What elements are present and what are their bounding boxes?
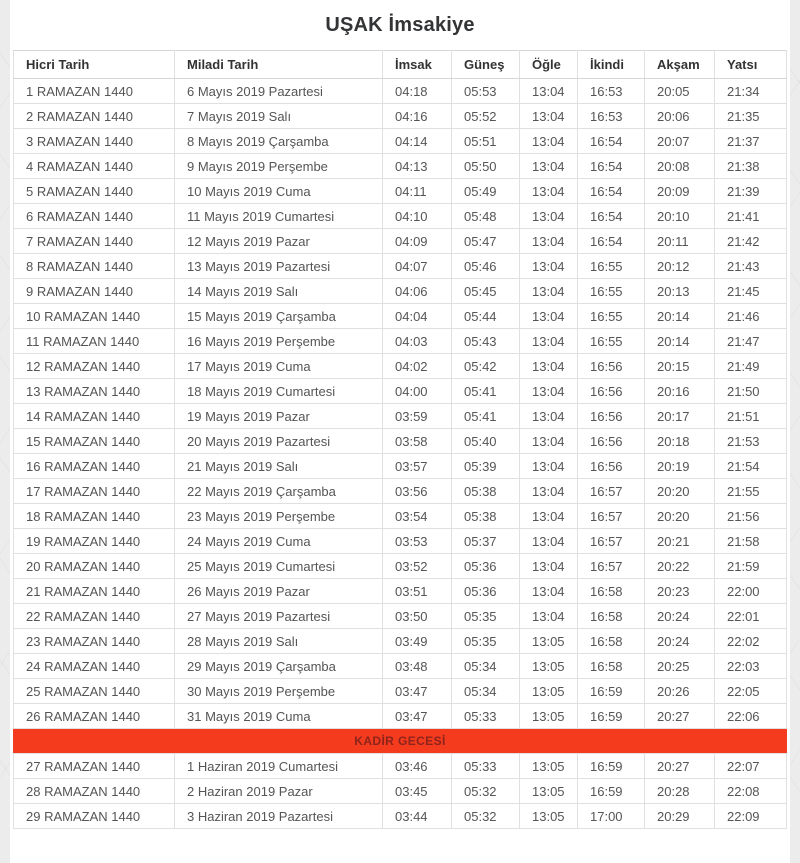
column-header-imsak: İmsak (383, 51, 452, 79)
cell-miladi-tarih: 17 Mayıs 2019 Cuma (175, 354, 383, 379)
cell-gunes: 05:39 (452, 454, 520, 479)
cell-hicri-tarih: 11 RAMAZAN 1440 (14, 329, 175, 354)
cell-imsak: 04:13 (383, 154, 452, 179)
table-row (14, 604, 787, 629)
cell-gunes: 05:44 (452, 304, 520, 329)
imsakiye-table (13, 50, 787, 829)
table-row (14, 804, 787, 829)
table-row (14, 254, 787, 279)
cell-ogle: 13:04 (520, 529, 578, 554)
cell-yatsi: 22:05 (715, 679, 787, 704)
cell-imsak: 03:53 (383, 529, 452, 554)
cell-yatsi: 21:58 (715, 529, 787, 554)
cell-ogle: 13:05 (520, 679, 578, 704)
cell-hicri-tarih: 16 RAMAZAN 1440 (14, 454, 175, 479)
cell-ogle: 13:04 (520, 254, 578, 279)
cell-miladi-tarih: 19 Mayıs 2019 Pazar (175, 404, 383, 429)
cell-ogle: 13:04 (520, 479, 578, 504)
cell-yatsi: 21:47 (715, 329, 787, 354)
cell-ikindi: 16:55 (578, 279, 645, 304)
cell-aksam: 20:27 (645, 704, 715, 729)
cell-ogle: 13:04 (520, 154, 578, 179)
cell-ogle: 13:04 (520, 304, 578, 329)
cell-imsak: 04:10 (383, 204, 452, 229)
cell-gunes: 05:33 (452, 704, 520, 729)
cell-aksam: 20:12 (645, 254, 715, 279)
cell-imsak: 03:52 (383, 554, 452, 579)
table-body (14, 79, 787, 829)
cell-hicri-tarih: 27 RAMAZAN 1440 (14, 754, 175, 779)
cell-miladi-tarih: 18 Mayıs 2019 Cumartesi (175, 379, 383, 404)
cell-aksam: 20:06 (645, 104, 715, 129)
cell-aksam: 20:09 (645, 179, 715, 204)
cell-yatsi: 21:45 (715, 279, 787, 304)
cell-aksam: 20:08 (645, 154, 715, 179)
cell-miladi-tarih: 9 Mayıs 2019 Perşembe (175, 154, 383, 179)
cell-aksam: 20:21 (645, 529, 715, 554)
table-row (14, 154, 787, 179)
cell-gunes: 05:36 (452, 579, 520, 604)
cell-yatsi: 21:53 (715, 429, 787, 454)
cell-gunes: 05:43 (452, 329, 520, 354)
cell-hicri-tarih: 7 RAMAZAN 1440 (14, 229, 175, 254)
table-row (14, 654, 787, 679)
cell-ogle: 13:04 (520, 79, 578, 104)
cell-ogle: 13:04 (520, 604, 578, 629)
cell-gunes: 05:48 (452, 204, 520, 229)
cell-ogle: 13:04 (520, 354, 578, 379)
cell-hicri-tarih: 29 RAMAZAN 1440 (14, 804, 175, 829)
cell-miladi-tarih: 23 Mayıs 2019 Perşembe (175, 504, 383, 529)
cell-miladi-tarih: 21 Mayıs 2019 Salı (175, 454, 383, 479)
column-header-aksam: Akşam (645, 51, 715, 79)
cell-ikindi: 16:55 (578, 329, 645, 354)
cell-hicri-tarih: 10 RAMAZAN 1440 (14, 304, 175, 329)
table-row (14, 529, 787, 554)
cell-ikindi: 16:55 (578, 254, 645, 279)
cell-hicri-tarih: 3 RAMAZAN 1440 (14, 129, 175, 154)
cell-ikindi: 16:59 (578, 754, 645, 779)
cell-hicri-tarih: 1 RAMAZAN 1440 (14, 79, 175, 104)
cell-imsak: 03:57 (383, 454, 452, 479)
cell-ikindi: 16:55 (578, 304, 645, 329)
cell-gunes: 05:52 (452, 104, 520, 129)
cell-imsak: 03:46 (383, 754, 452, 779)
cell-gunes: 05:38 (452, 479, 520, 504)
cell-ikindi: 16:56 (578, 354, 645, 379)
cell-aksam: 20:22 (645, 554, 715, 579)
table-row (14, 579, 787, 604)
cell-aksam: 20:23 (645, 579, 715, 604)
cell-ogle: 13:05 (520, 704, 578, 729)
cell-ogle: 13:04 (520, 204, 578, 229)
table-row (14, 504, 787, 529)
kadir-gecesi-banner-row (14, 729, 787, 754)
cell-hicri-tarih: 26 RAMAZAN 1440 (14, 704, 175, 729)
cell-ikindi: 17:00 (578, 804, 645, 829)
cell-ikindi: 16:58 (578, 604, 645, 629)
cell-gunes: 05:50 (452, 154, 520, 179)
column-header-miladi-tarih: Miladi Tarih (175, 51, 383, 79)
table-row (14, 779, 787, 804)
cell-ogle: 13:04 (520, 454, 578, 479)
cell-aksam: 20:24 (645, 629, 715, 654)
cell-aksam: 20:11 (645, 229, 715, 254)
cell-ogle: 13:04 (520, 429, 578, 454)
cell-imsak: 03:59 (383, 404, 452, 429)
cell-ikindi: 16:57 (578, 529, 645, 554)
table-row (14, 204, 787, 229)
cell-miladi-tarih: 11 Mayıs 2019 Cumartesi (175, 204, 383, 229)
table-row (14, 304, 787, 329)
cell-ikindi: 16:54 (578, 204, 645, 229)
cell-imsak: 04:04 (383, 304, 452, 329)
cell-yatsi: 21:54 (715, 454, 787, 479)
cell-imsak: 03:45 (383, 779, 452, 804)
cell-imsak: 04:11 (383, 179, 452, 204)
cell-ikindi: 16:57 (578, 554, 645, 579)
table-row (14, 179, 787, 204)
cell-imsak: 04:16 (383, 104, 452, 129)
cell-ikindi: 16:54 (578, 129, 645, 154)
table-row (14, 329, 787, 354)
cell-ogle: 13:04 (520, 554, 578, 579)
cell-miladi-tarih: 3 Haziran 2019 Pazartesi (175, 804, 383, 829)
cell-aksam: 20:16 (645, 379, 715, 404)
cell-gunes: 05:32 (452, 779, 520, 804)
cell-yatsi: 21:55 (715, 479, 787, 504)
cell-miladi-tarih: 12 Mayıs 2019 Pazar (175, 229, 383, 254)
column-header-ikindi: İkindi (578, 51, 645, 79)
cell-ikindi: 16:56 (578, 379, 645, 404)
table-row (14, 554, 787, 579)
cell-gunes: 05:53 (452, 79, 520, 104)
cell-imsak: 04:07 (383, 254, 452, 279)
cell-yatsi: 21:46 (715, 304, 787, 329)
cell-ikindi: 16:54 (578, 229, 645, 254)
cell-yatsi: 21:34 (715, 79, 787, 104)
cell-yatsi: 21:38 (715, 154, 787, 179)
cell-miladi-tarih: 10 Mayıs 2019 Cuma (175, 179, 383, 204)
cell-miladi-tarih: 13 Mayıs 2019 Pazartesi (175, 254, 383, 279)
table-header-row (14, 51, 787, 79)
cell-imsak: 03:51 (383, 579, 452, 604)
table-row (14, 379, 787, 404)
cell-ikindi: 16:56 (578, 454, 645, 479)
cell-hicri-tarih: 28 RAMAZAN 1440 (14, 779, 175, 804)
cell-imsak: 04:02 (383, 354, 452, 379)
cell-ogle: 13:04 (520, 129, 578, 154)
cell-yatsi: 21:35 (715, 104, 787, 129)
cell-ogle: 13:04 (520, 179, 578, 204)
cell-gunes: 05:35 (452, 604, 520, 629)
cell-aksam: 20:20 (645, 479, 715, 504)
cell-yatsi: 22:09 (715, 804, 787, 829)
table-row (14, 279, 787, 304)
cell-imsak: 04:14 (383, 129, 452, 154)
cell-imsak: 03:50 (383, 604, 452, 629)
cell-aksam: 20:13 (645, 279, 715, 304)
cell-ikindi: 16:54 (578, 154, 645, 179)
cell-aksam: 20:27 (645, 754, 715, 779)
cell-aksam: 20:07 (645, 129, 715, 154)
cell-miladi-tarih: 7 Mayıs 2019 Salı (175, 104, 383, 129)
cell-miladi-tarih: 2 Haziran 2019 Pazar (175, 779, 383, 804)
cell-hicri-tarih: 17 RAMAZAN 1440 (14, 479, 175, 504)
cell-gunes: 05:32 (452, 804, 520, 829)
cell-ogle: 13:05 (520, 804, 578, 829)
cell-hicri-tarih: 18 RAMAZAN 1440 (14, 504, 175, 529)
cell-miladi-tarih: 26 Mayıs 2019 Pazar (175, 579, 383, 604)
cell-aksam: 20:18 (645, 429, 715, 454)
cell-miladi-tarih: 27 Mayıs 2019 Pazartesi (175, 604, 383, 629)
cell-ogle: 13:05 (520, 629, 578, 654)
table-row (14, 679, 787, 704)
table-row (14, 104, 787, 129)
cell-yatsi: 22:03 (715, 654, 787, 679)
cell-ogle: 13:04 (520, 229, 578, 254)
cell-gunes: 05:51 (452, 129, 520, 154)
cell-gunes: 05:47 (452, 229, 520, 254)
cell-ogle: 13:04 (520, 379, 578, 404)
cell-miladi-tarih: 16 Mayıs 2019 Perşembe (175, 329, 383, 354)
cell-miladi-tarih: 1 Haziran 2019 Cumartesi (175, 754, 383, 779)
cell-gunes: 05:41 (452, 404, 520, 429)
cell-yatsi: 21:49 (715, 354, 787, 379)
cell-hicri-tarih: 5 RAMAZAN 1440 (14, 179, 175, 204)
cell-hicri-tarih: 2 RAMAZAN 1440 (14, 104, 175, 129)
cell-imsak: 04:09 (383, 229, 452, 254)
cell-miladi-tarih: 28 Mayıs 2019 Salı (175, 629, 383, 654)
cell-miladi-tarih: 6 Mayıs 2019 Pazartesi (175, 79, 383, 104)
cell-gunes: 05:41 (452, 379, 520, 404)
cell-hicri-tarih: 21 RAMAZAN 1440 (14, 579, 175, 604)
cell-gunes: 05:35 (452, 629, 520, 654)
cell-imsak: 03:47 (383, 679, 452, 704)
cell-ogle: 13:05 (520, 654, 578, 679)
cell-ikindi: 16:59 (578, 679, 645, 704)
cell-hicri-tarih: 14 RAMAZAN 1440 (14, 404, 175, 429)
column-header-ogle: Öğle (520, 51, 578, 79)
cell-imsak: 04:00 (383, 379, 452, 404)
cell-yatsi: 22:01 (715, 604, 787, 629)
cell-miladi-tarih: 31 Mayıs 2019 Cuma (175, 704, 383, 729)
cell-ogle: 13:04 (520, 329, 578, 354)
cell-imsak: 03:44 (383, 804, 452, 829)
cell-aksam: 20:26 (645, 679, 715, 704)
cell-aksam: 20:24 (645, 604, 715, 629)
cell-ogle: 13:04 (520, 404, 578, 429)
column-header-gunes: Güneş (452, 51, 520, 79)
cell-miladi-tarih: 8 Mayıs 2019 Çarşamba (175, 129, 383, 154)
cell-miladi-tarih: 22 Mayıs 2019 Çarşamba (175, 479, 383, 504)
cell-ikindi: 16:58 (578, 629, 645, 654)
cell-miladi-tarih: 30 Mayıs 2019 Perşembe (175, 679, 383, 704)
cell-yatsi: 21:51 (715, 404, 787, 429)
cell-hicri-tarih: 25 RAMAZAN 1440 (14, 679, 175, 704)
cell-aksam: 20:14 (645, 329, 715, 354)
cell-ikindi: 16:54 (578, 179, 645, 204)
cell-gunes: 05:38 (452, 504, 520, 529)
cell-miladi-tarih: 14 Mayıs 2019 Salı (175, 279, 383, 304)
table-row (14, 129, 787, 154)
cell-aksam: 20:25 (645, 654, 715, 679)
cell-aksam: 20:14 (645, 304, 715, 329)
cell-aksam: 20:19 (645, 454, 715, 479)
cell-hicri-tarih: 6 RAMAZAN 1440 (14, 204, 175, 229)
cell-hicri-tarih: 13 RAMAZAN 1440 (14, 379, 175, 404)
cell-imsak: 04:06 (383, 279, 452, 304)
cell-ogle: 13:04 (520, 279, 578, 304)
cell-ikindi: 16:53 (578, 104, 645, 129)
cell-yatsi: 22:00 (715, 579, 787, 604)
cell-ikindi: 16:58 (578, 654, 645, 679)
cell-ikindi: 16:56 (578, 404, 645, 429)
cell-imsak: 03:48 (383, 654, 452, 679)
cell-aksam: 20:10 (645, 204, 715, 229)
cell-yatsi: 22:06 (715, 704, 787, 729)
table-row (14, 429, 787, 454)
cell-hicri-tarih: 12 RAMAZAN 1440 (14, 354, 175, 379)
kadir-gecesi-banner-label: KADİR GECESİ (14, 729, 787, 754)
cell-yatsi: 21:39 (715, 179, 787, 204)
cell-imsak: 03:56 (383, 479, 452, 504)
cell-gunes: 05:45 (452, 279, 520, 304)
cell-imsak: 03:49 (383, 629, 452, 654)
table-row (14, 754, 787, 779)
cell-yatsi: 21:37 (715, 129, 787, 154)
cell-gunes: 05:49 (452, 179, 520, 204)
cell-ikindi: 16:58 (578, 579, 645, 604)
column-header-yatsi: Yatsı (715, 51, 787, 79)
cell-imsak: 04:18 (383, 79, 452, 104)
cell-gunes: 05:40 (452, 429, 520, 454)
table-row (14, 79, 787, 104)
page-title: UŞAK İmsakiye (325, 14, 475, 36)
cell-ogle: 13:04 (520, 504, 578, 529)
cell-hicri-tarih: 4 RAMAZAN 1440 (14, 154, 175, 179)
cell-gunes: 05:46 (452, 254, 520, 279)
cell-yatsi: 21:56 (715, 504, 787, 529)
cell-gunes: 05:34 (452, 654, 520, 679)
cell-miladi-tarih: 15 Mayıs 2019 Çarşamba (175, 304, 383, 329)
cell-imsak: 03:58 (383, 429, 452, 454)
cell-ogle: 13:04 (520, 579, 578, 604)
cell-hicri-tarih: 19 RAMAZAN 1440 (14, 529, 175, 554)
cell-yatsi: 21:42 (715, 229, 787, 254)
cell-aksam: 20:28 (645, 779, 715, 804)
table-row (14, 479, 787, 504)
cell-ogle: 13:05 (520, 779, 578, 804)
cell-imsak: 04:03 (383, 329, 452, 354)
cell-miladi-tarih: 25 Mayıs 2019 Cumartesi (175, 554, 383, 579)
cell-yatsi: 21:43 (715, 254, 787, 279)
cell-gunes: 05:34 (452, 679, 520, 704)
cell-gunes: 05:42 (452, 354, 520, 379)
cell-aksam: 20:20 (645, 504, 715, 529)
cell-yatsi: 22:07 (715, 754, 787, 779)
cell-ogle: 13:05 (520, 754, 578, 779)
cell-gunes: 05:37 (452, 529, 520, 554)
column-header-hicri-tarih: Hicri Tarih (14, 51, 175, 79)
cell-yatsi: 21:50 (715, 379, 787, 404)
cell-gunes: 05:33 (452, 754, 520, 779)
cell-hicri-tarih: 8 RAMAZAN 1440 (14, 254, 175, 279)
cell-aksam: 20:15 (645, 354, 715, 379)
cell-ikindi: 16:59 (578, 779, 645, 804)
cell-hicri-tarih: 9 RAMAZAN 1440 (14, 279, 175, 304)
cell-hicri-tarih: 24 RAMAZAN 1440 (14, 654, 175, 679)
cell-ikindi: 16:57 (578, 504, 645, 529)
cell-imsak: 03:47 (383, 704, 452, 729)
cell-hicri-tarih: 22 RAMAZAN 1440 (14, 604, 175, 629)
cell-miladi-tarih: 20 Mayıs 2019 Pazartesi (175, 429, 383, 454)
cell-ikindi: 16:53 (578, 79, 645, 104)
table-row (14, 629, 787, 654)
cell-hicri-tarih: 20 RAMAZAN 1440 (14, 554, 175, 579)
cell-ogle: 13:04 (520, 104, 578, 129)
cell-aksam: 20:29 (645, 804, 715, 829)
cell-imsak: 03:54 (383, 504, 452, 529)
cell-miladi-tarih: 29 Mayıs 2019 Çarşamba (175, 654, 383, 679)
cell-aksam: 20:05 (645, 79, 715, 104)
cell-miladi-tarih: 24 Mayıs 2019 Cuma (175, 529, 383, 554)
table-row (14, 354, 787, 379)
table-row (14, 229, 787, 254)
cell-ikindi: 16:59 (578, 704, 645, 729)
cell-yatsi: 21:41 (715, 204, 787, 229)
cell-hicri-tarih: 15 RAMAZAN 1440 (14, 429, 175, 454)
table-row (14, 454, 787, 479)
table-row (14, 704, 787, 729)
cell-yatsi: 22:02 (715, 629, 787, 654)
imsakiye-card (10, 0, 790, 863)
cell-yatsi: 21:59 (715, 554, 787, 579)
cell-aksam: 20:17 (645, 404, 715, 429)
cell-gunes: 05:36 (452, 554, 520, 579)
cell-hicri-tarih: 23 RAMAZAN 1440 (14, 629, 175, 654)
table-row (14, 404, 787, 429)
cell-yatsi: 22:08 (715, 779, 787, 804)
cell-ikindi: 16:57 (578, 479, 645, 504)
cell-ikindi: 16:56 (578, 429, 645, 454)
